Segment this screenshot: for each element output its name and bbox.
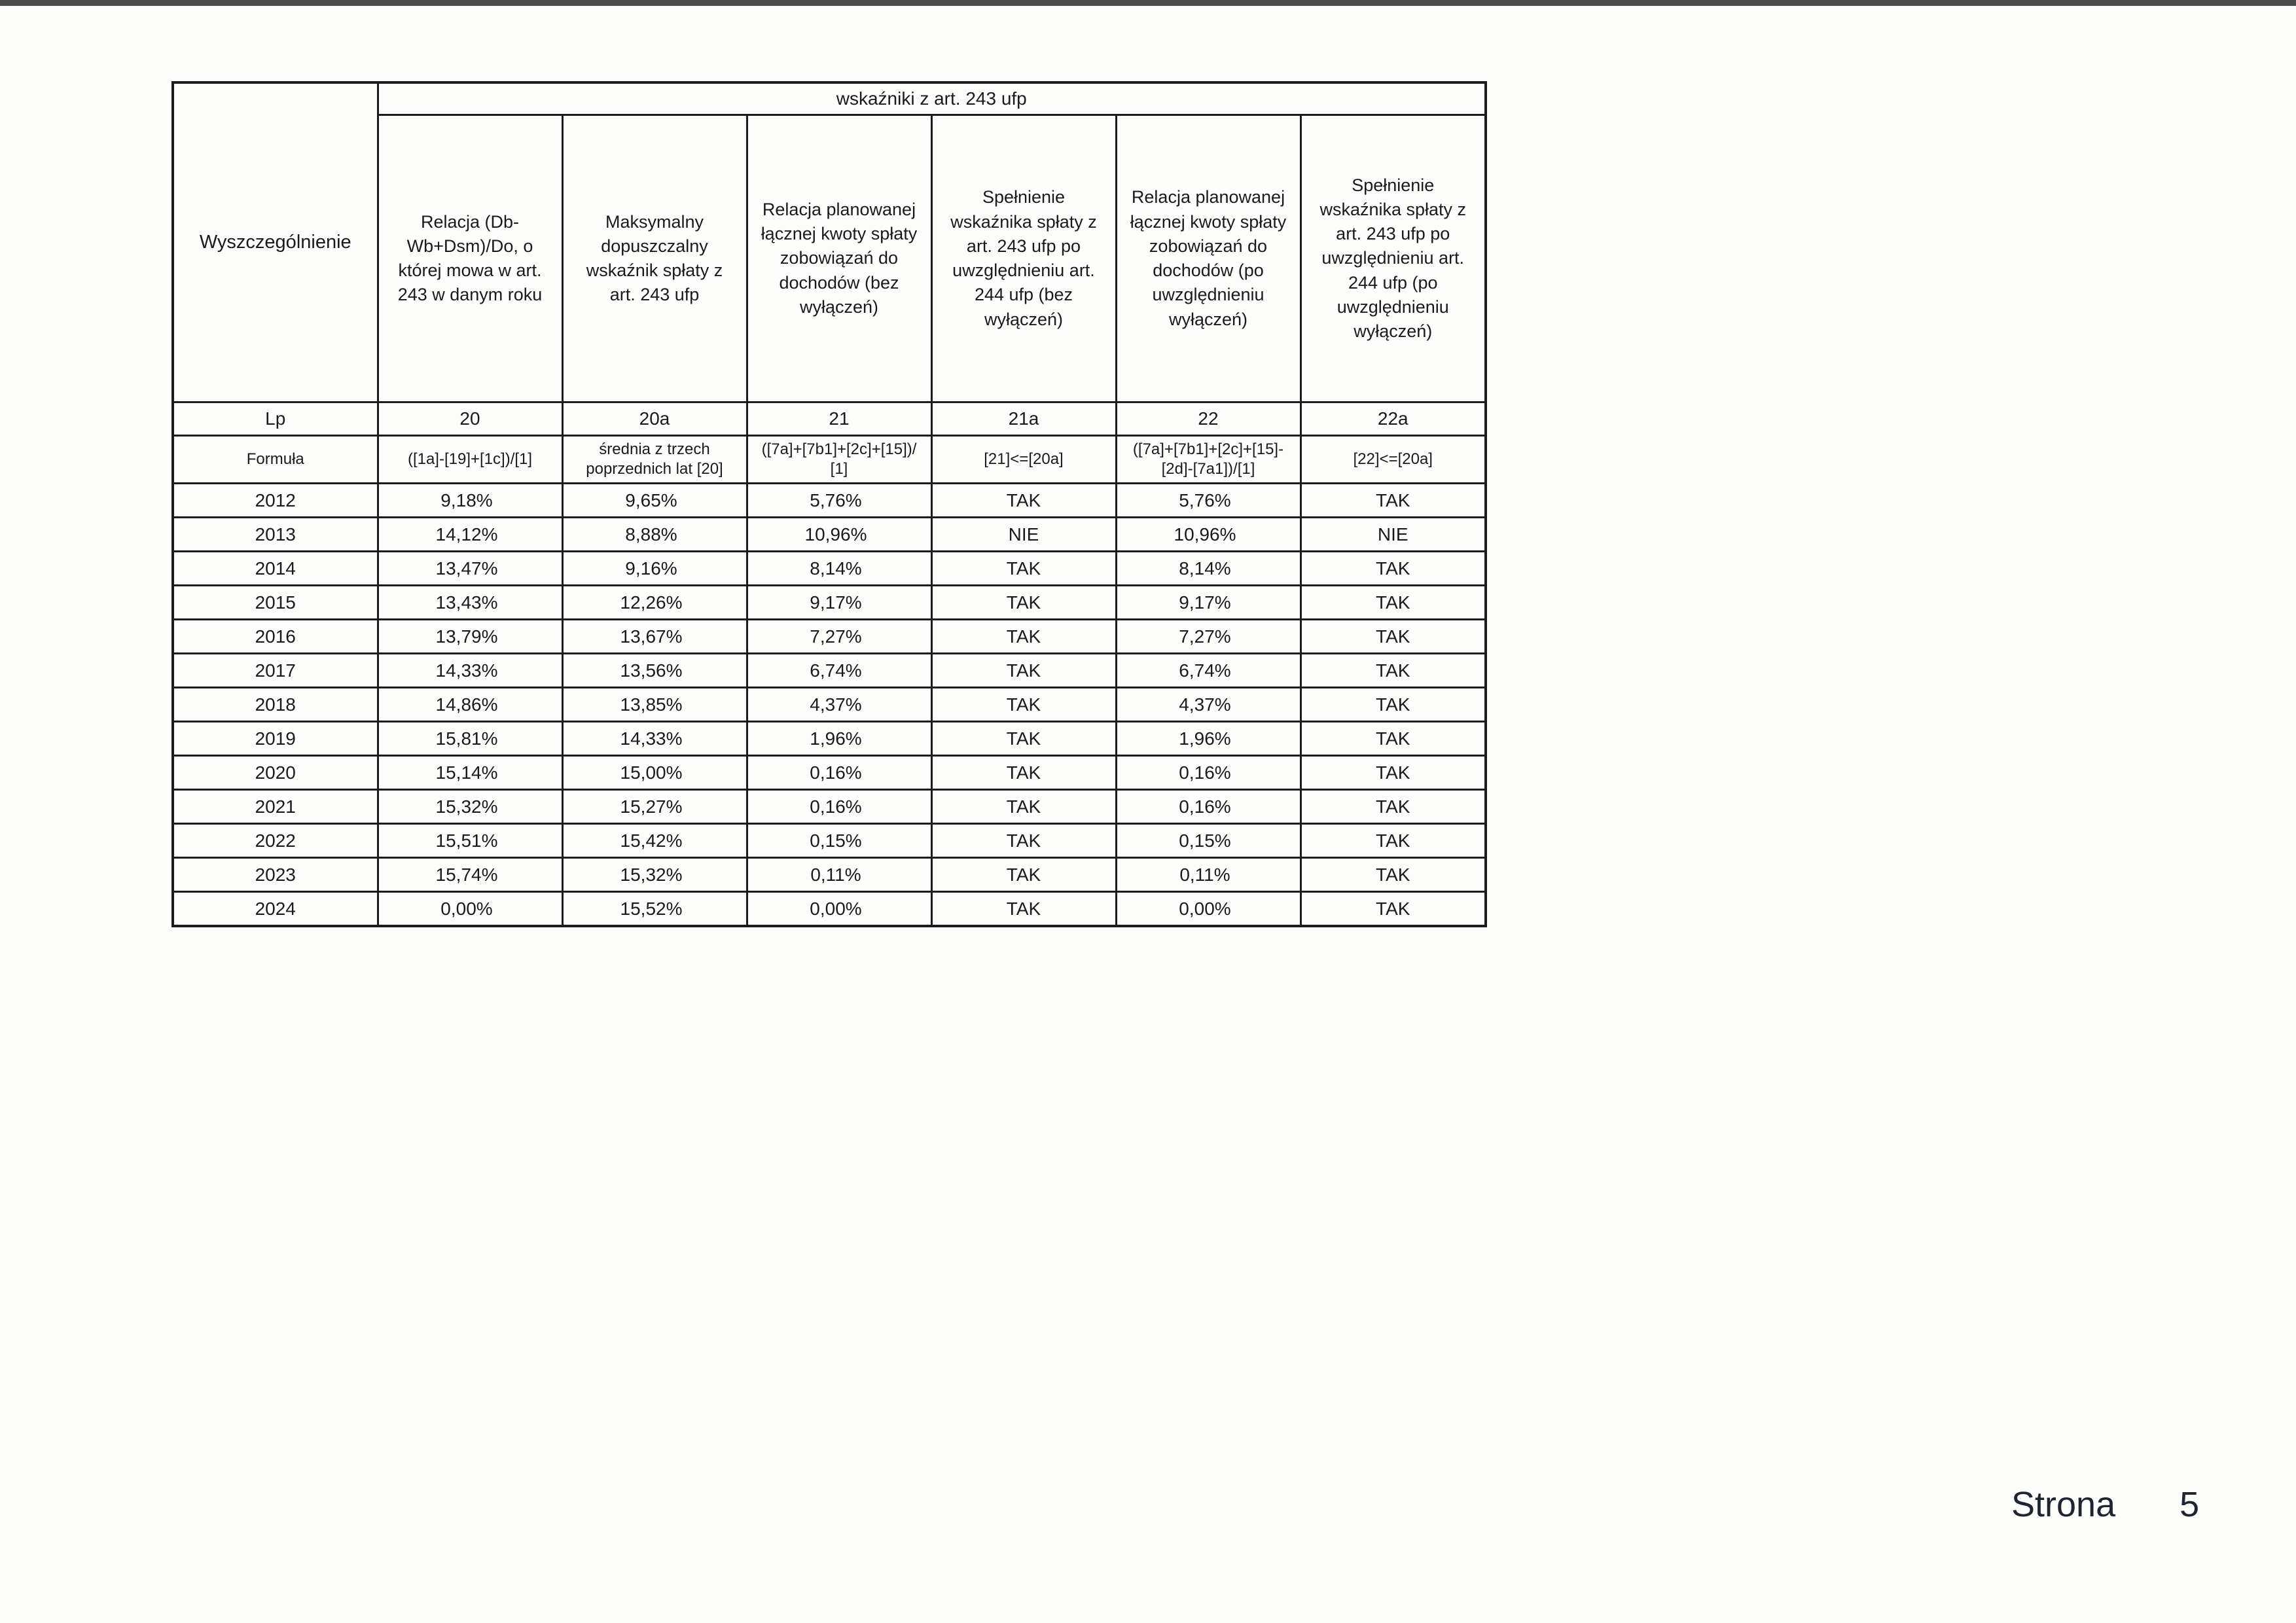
row-year: 2017 (173, 654, 378, 688)
row-value-cell: 0,00% (747, 892, 931, 927)
row-flag-cell: TAK (931, 722, 1116, 756)
table-row (173, 892, 1486, 927)
row-flag-cell: TAK (931, 552, 1116, 586)
row-value-cell: 5,76% (747, 484, 931, 518)
row-flag-cell: TAK (931, 586, 1116, 620)
table-row (173, 688, 1486, 722)
formula-cell: ([7a]+[7b1]+[2c]+[15]- [2d]-[7a1])/[1] (1116, 436, 1300, 484)
row-year: 2024 (173, 892, 378, 927)
row-value-cell: 15,27% (562, 790, 747, 824)
row-value-cell: 6,74% (1116, 654, 1300, 688)
row-value-cell: 13,67% (562, 620, 747, 654)
row-value-cell: 4,37% (747, 688, 931, 722)
formula-cell: średnia z trzech poprzednich lat [20] (562, 436, 747, 484)
page-footer-number: 5 (2179, 1485, 2200, 1524)
row-value-cell: 12,26% (562, 586, 747, 620)
row-flag-cell: TAK (931, 620, 1116, 654)
row-value-cell: 0,00% (1116, 892, 1300, 927)
formula-cell: [21]<=[20a] (931, 436, 1116, 484)
row-value-cell: 0,11% (747, 858, 931, 892)
table-row (173, 790, 1486, 824)
row-year: 2018 (173, 688, 378, 722)
row-value-cell: 14,33% (378, 654, 562, 688)
indicators-table (171, 81, 1487, 927)
row-year: 2021 (173, 790, 378, 824)
row-flag-cell: TAK (931, 756, 1116, 790)
row-value-cell: 4,37% (1116, 688, 1300, 722)
formula-cell: ([1a]-[19]+[1c])/[1] (378, 436, 562, 484)
row-value-cell: 0,11% (1116, 858, 1300, 892)
table-row (173, 858, 1486, 892)
table-row (173, 484, 1486, 518)
row-year: 2022 (173, 824, 378, 858)
column-header-wyszczegolnienie: Wyszczególnienie (173, 82, 378, 402)
row-flag-cell: TAK (931, 688, 1116, 722)
row-year: 2019 (173, 722, 378, 756)
row-value-cell: 9,17% (1116, 586, 1300, 620)
row-value-cell: 1,96% (747, 722, 931, 756)
page-footer-label: Strona (2011, 1485, 2116, 1524)
row-value-cell: 0,16% (747, 790, 931, 824)
row-value-cell: 15,52% (562, 892, 747, 927)
row-value-cell: 8,88% (562, 518, 747, 552)
row-value-cell: 15,42% (562, 824, 747, 858)
row-flag-cell: TAK (1300, 484, 1486, 518)
row-value-cell: 9,65% (562, 484, 747, 518)
formula-row-label: Formuła (173, 436, 378, 484)
row-flag-cell: NIE (931, 518, 1116, 552)
formula-cell: [22]<=[20a] (1300, 436, 1486, 484)
row-flag-cell: TAK (1300, 858, 1486, 892)
row-year: 2023 (173, 858, 378, 892)
row-value-cell: 0,00% (378, 892, 562, 927)
row-value-cell: 7,27% (747, 620, 931, 654)
row-value-cell: 14,12% (378, 518, 562, 552)
row-year: 2016 (173, 620, 378, 654)
table-row (173, 824, 1486, 858)
row-value-cell: 6,74% (747, 654, 931, 688)
row-value-cell: 9,18% (378, 484, 562, 518)
row-flag-cell: TAK (1300, 892, 1486, 927)
row-value-cell: 1,96% (1116, 722, 1300, 756)
table-row (173, 620, 1486, 654)
table-row (173, 552, 1486, 586)
scan-artifact-strip (0, 0, 2296, 6)
lp-code: 22a (1300, 402, 1486, 436)
row-flag-cell: TAK (1300, 824, 1486, 858)
row-value-cell: 8,14% (747, 552, 931, 586)
table-row (173, 518, 1486, 552)
row-value-cell: 0,16% (1116, 790, 1300, 824)
column-header-spelnienie-bez-wylaczen: Spełnienie wskaźnika spłaty z art. 243 ufp po uwzględnieniu art. 244 ufp (bez wyłączeń) (931, 115, 1116, 402)
row-value-cell: 9,16% (562, 552, 747, 586)
row-value-cell: 13,85% (562, 688, 747, 722)
lp-code: 21a (931, 402, 1116, 436)
column-header-relacja-243: Relacja (Db-Wb+Dsm)/Do, o której mowa w art. 243 w danym roku (378, 115, 562, 402)
row-flag-cell: NIE (1300, 518, 1486, 552)
row-value-cell: 15,74% (378, 858, 562, 892)
row-year: 2014 (173, 552, 378, 586)
column-header-relacja-bez-wylaczen: Relacja planowanej łącznej kwoty spłaty zobowiązań do dochodów (bez wyłączeń) (747, 115, 931, 402)
lp-code: 21 (747, 402, 931, 436)
row-value-cell: 0,15% (747, 824, 931, 858)
lp-code: 20 (378, 402, 562, 436)
row-flag-cell: TAK (931, 484, 1116, 518)
row-year: 2012 (173, 484, 378, 518)
row-flag-cell: TAK (1300, 620, 1486, 654)
table-group-header: wskaźniki z art. 243 ufp (378, 82, 1486, 115)
row-value-cell: 9,17% (747, 586, 931, 620)
row-value-cell: 14,86% (378, 688, 562, 722)
lp-code: 22 (1116, 402, 1300, 436)
row-flag-cell: TAK (1300, 722, 1486, 756)
row-flag-cell: TAK (931, 824, 1116, 858)
row-value-cell: 5,76% (1116, 484, 1300, 518)
row-flag-cell: TAK (1300, 654, 1486, 688)
row-value-cell: 10,96% (747, 518, 931, 552)
row-year: 2020 (173, 756, 378, 790)
row-flag-cell: TAK (931, 654, 1116, 688)
row-flag-cell: TAK (931, 790, 1116, 824)
row-year: 2013 (173, 518, 378, 552)
lp-code: 20a (562, 402, 747, 436)
page-footer (2011, 1484, 2199, 1525)
row-value-cell: 15,81% (378, 722, 562, 756)
row-value-cell: 15,32% (378, 790, 562, 824)
formula-cell: ([7a]+[7b1]+[2c]+[15])/ [1] (747, 436, 931, 484)
table-row (173, 654, 1486, 688)
row-value-cell: 13,43% (378, 586, 562, 620)
row-flag-cell: TAK (1300, 756, 1486, 790)
row-value-cell: 15,51% (378, 824, 562, 858)
table-row (173, 756, 1486, 790)
column-header-relacja-po-wylaczeniach: Relacja planowanej łącznej kwoty spłaty zobowiązań do dochodów (po uwzględnieniu wyłączeń) (1116, 115, 1300, 402)
row-value-cell: 8,14% (1116, 552, 1300, 586)
row-value-cell: 15,32% (562, 858, 747, 892)
row-value-cell: 14,33% (562, 722, 747, 756)
row-flag-cell: TAK (1300, 688, 1486, 722)
row-value-cell: 15,00% (562, 756, 747, 790)
row-value-cell: 13,47% (378, 552, 562, 586)
column-header-spelnienie-po-wylaczeniach: Spełnienie wskaźnika spłaty z art. 243 ufp po uwzględnieniu art. 244 ufp (po uwzględnieniu wyłączeń) (1300, 115, 1486, 402)
row-flag-cell: TAK (1300, 790, 1486, 824)
row-value-cell: 10,96% (1116, 518, 1300, 552)
row-value-cell: 13,56% (562, 654, 747, 688)
row-value-cell: 13,79% (378, 620, 562, 654)
row-value-cell: 0,15% (1116, 824, 1300, 858)
row-year: 2015 (173, 586, 378, 620)
row-flag-cell: TAK (1300, 586, 1486, 620)
table-row (173, 722, 1486, 756)
row-value-cell: 15,14% (378, 756, 562, 790)
row-flag-cell: TAK (1300, 552, 1486, 586)
column-header-maksymalny-wskaznik: Maksymalny dopuszczalny wskaźnik spłaty z art. 243 ufp (562, 115, 747, 402)
lp-row-label: Lp (173, 402, 378, 436)
row-value-cell: 0,16% (1116, 756, 1300, 790)
row-flag-cell: TAK (931, 858, 1116, 892)
table-row (173, 586, 1486, 620)
row-value-cell: 7,27% (1116, 620, 1300, 654)
row-value-cell: 0,16% (747, 756, 931, 790)
row-flag-cell: TAK (931, 892, 1116, 927)
